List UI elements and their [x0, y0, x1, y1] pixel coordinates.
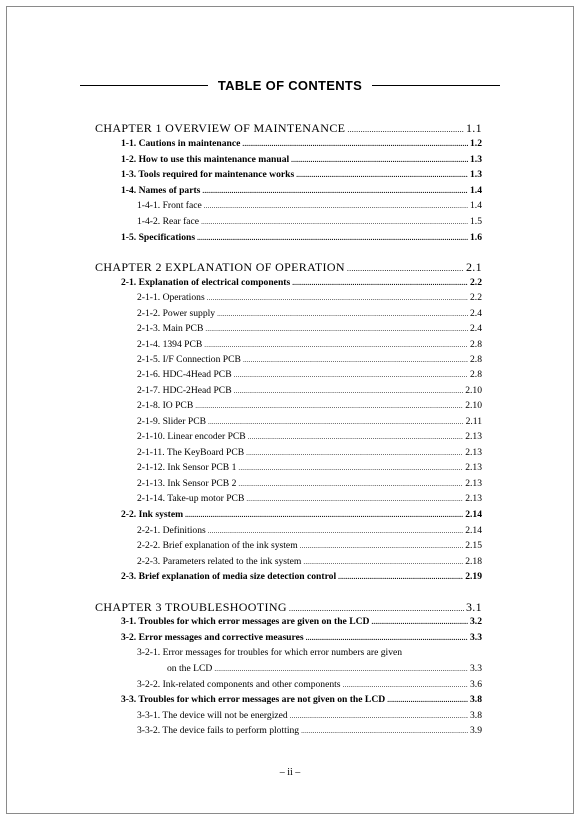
toc-subsection-2-1-3[interactable]: 2-1-3. Main PCB ..... 2.4	[137, 323, 482, 335]
toc-subsection-2-2-3[interactable]: 2-2-3. Parameters related to the ink system ..... 2.18	[137, 556, 482, 568]
page-number: – ii –	[279, 767, 301, 778]
toc-subsection-2-2-2[interactable]: 2-2-2. Brief explanation of the ink system ..... 2.15	[137, 540, 482, 552]
toc-chapter-1[interactable]: CHAPTER 1 OVERVIEW OF MAINTENANCE ..... 1.1	[95, 122, 482, 136]
toc-section-1-4[interactable]: 1-4. Names of parts ..... 1.4	[121, 185, 482, 197]
toc-section-1-1[interactable]: 1-1. Cautions in maintenance ..... 1.2	[121, 138, 482, 150]
toc-subsection-3-2-1-line1[interactable]: 3-2-1. Error messages for troubles for which error numbers are given	[137, 647, 403, 658]
toc-subsection-1-4-2[interactable]: 1-4-2. Rear face ..... 1.5	[137, 216, 482, 228]
toc-subsection-2-1-11[interactable]: 2-1-11. The KeyBoard PCB ..... 2.13	[137, 447, 482, 459]
toc-section-2-1[interactable]: 2-1. Explanation of electrical components ..... 2.2	[121, 277, 482, 289]
toc-section-3-2[interactable]: 3-2. Error messages and corrective measures ..... 3.3	[121, 632, 482, 644]
toc-subsection-2-1-8[interactable]: 2-1-8. IO PCB ..... 2.10	[137, 400, 482, 412]
toc-subsection-2-1-10[interactable]: 2-1-10. Linear encoder PCB ..... 2.13	[137, 431, 482, 443]
toc-section-1-2[interactable]: 1-2. How to use this maintenance manual ..... 1.3	[121, 154, 482, 166]
toc-subsection-3-2-1-line2[interactable]: on the LCD ..... 3.3	[167, 663, 482, 675]
toc-subsection-2-1-4[interactable]: 2-1-4. 1394 PCB ..... 2.8	[137, 339, 482, 351]
toc-subsection-3-3-2[interactable]: 3-3-2. The device fails to perform plotting ..... 3.9	[137, 725, 482, 737]
toc-chapter-3[interactable]: CHAPTER 3 TROUBLESHOOTING ..... 3.1	[95, 601, 482, 615]
toc-subsection-2-1-12[interactable]: 2-1-12. Ink Sensor PCB 1 ..... 2.13	[137, 462, 482, 474]
toc-section-3-1[interactable]: 3-1. Troubles for which error messages are given on the LCD ..... 3.2	[121, 616, 482, 628]
toc-subsection-2-1-1[interactable]: 2-1-1. Operations ..... 2.2	[137, 292, 482, 304]
toc-chapter-2[interactable]: CHAPTER 2 EXPLANATION OF OPERATION ..... 2.1	[95, 261, 482, 275]
toc-subsection-1-4-1[interactable]: 1-4-1. Front face ..... 1.4	[137, 200, 482, 212]
toc-subsection-2-1-13[interactable]: 2-1-13. Ink Sensor PCB 2 ..... 2.13	[137, 478, 482, 490]
toc-subsection-2-1-2[interactable]: 2-1-2. Power supply ..... 2.4	[137, 308, 482, 320]
toc-section-2-2[interactable]: 2-2. Ink system ..... 2.14	[121, 509, 482, 521]
toc-subsection-3-3-1[interactable]: 3-3-1. The device will not be energized ..... 3.8	[137, 710, 482, 722]
toc-section-1-3[interactable]: 1-3. Tools required for maintenance works ..... 1.3	[121, 169, 482, 181]
toc-section-1-5[interactable]: 1-5. Specifications ..... 1.6	[121, 232, 482, 244]
toc-section-3-3[interactable]: 3-3. Troubles for which error messages are not given on the LCD ..... 3.8	[121, 694, 482, 706]
toc-subsection-2-1-9[interactable]: 2-1-9. Slider PCB ..... 2.11	[137, 416, 482, 428]
toc-subsection-2-1-14[interactable]: 2-1-14. Take-up motor PCB ..... 2.13	[137, 493, 482, 505]
page-title: TABLE OF CONTENTS	[217, 77, 363, 93]
toc-section-2-3[interactable]: 2-3. Brief explanation of media size detection control ..... 2.19	[121, 571, 482, 583]
toc-subsection-3-2-2[interactable]: 3-2-2. Ink-related components and other components ..... 3.6	[137, 679, 482, 691]
toc-subsection-2-1-6[interactable]: 2-1-6. HDC-4Head PCB ..... 2.8	[137, 369, 482, 381]
toc-subsection-2-1-5[interactable]: 2-1-5. I/F Connection PCB ..... 2.8	[137, 354, 482, 366]
toc-subsection-2-1-7[interactable]: 2-1-7. HDC-2Head PCB ..... 2.10	[137, 385, 482, 397]
toc-subsection-2-2-1[interactable]: 2-2-1. Definitions ..... 2.14	[137, 525, 482, 537]
